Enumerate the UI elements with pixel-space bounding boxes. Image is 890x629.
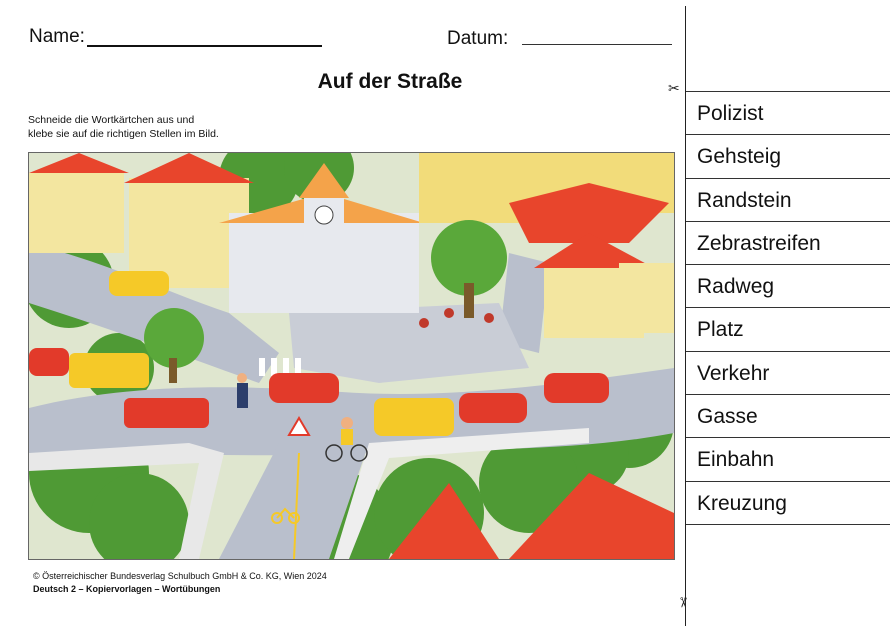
street-scene-illustration — [28, 152, 675, 560]
word-card[interactable]: Kreuzung — [686, 482, 890, 525]
copyright-text: © Österreichischer Bundesverlag Schulbuch GmbH & Co. KG, Wien 2024 — [33, 571, 327, 581]
word-card[interactable]: Polizist — [686, 92, 890, 135]
word-card[interactable]: Einbahn — [686, 438, 890, 481]
page-title: Auf der Straße — [317, 70, 463, 93]
instructions — [28, 113, 219, 141]
scissors-icon: ✂ — [668, 80, 680, 96]
instructions-line-1: Schneide die Wortkärtchen aus und — [28, 114, 195, 126]
name-field-line[interactable] — [87, 45, 322, 47]
word-card[interactable]: Radweg — [686, 265, 890, 308]
street-scene-svg — [29, 153, 674, 559]
date-label: Datum: — [447, 28, 509, 49]
series-text: Deutsch 2 – Kopiervorlagen – Wortübungen — [33, 584, 221, 594]
word-card[interactable]: Randstein — [686, 179, 890, 222]
word-card[interactable]: Gasse — [686, 395, 890, 438]
instructions-line-2: klebe sie auf die richtigen Stellen im Bild. — [28, 128, 219, 140]
word-card[interactable]: Verkehr — [686, 352, 890, 395]
name-label: Name: — [29, 26, 85, 47]
scissors-icon: ✂ — [675, 596, 692, 609]
word-card-list — [686, 91, 890, 525]
date-field-line[interactable] — [522, 44, 672, 45]
word-card[interactable]: Gehsteig — [686, 135, 890, 178]
word-card[interactable]: Platz — [686, 308, 890, 351]
word-card[interactable]: Zebrastreifen — [686, 222, 890, 265]
